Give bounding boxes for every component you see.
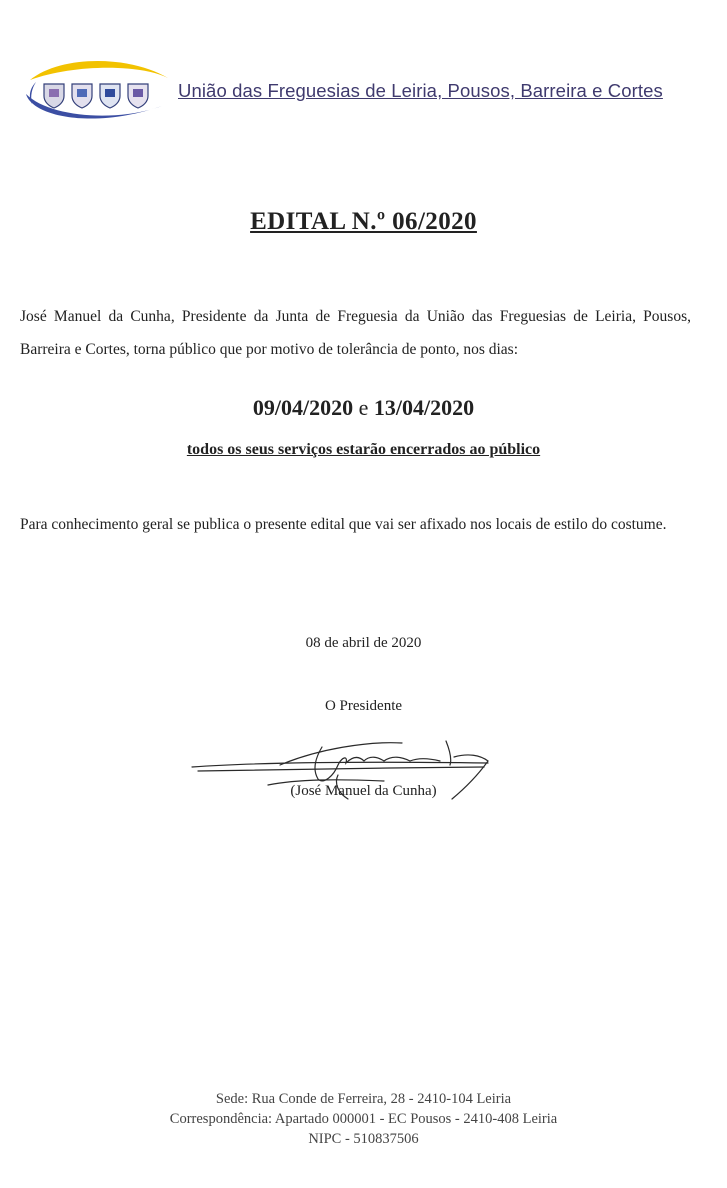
closure-date-connector: e [358,395,369,420]
closure-date-first: 09/04/2020 [252,395,354,420]
footer-address: Sede: Rua Conde de Ferreira, 28 - 2410-104 Leiria [215,1091,512,1107]
footer-nipc: NIPC - 510837506 [308,1131,419,1147]
document-date: 08 de abril de 2020 [305,635,422,651]
shield-icon-cortes [128,84,148,108]
shield-icon-pousos [72,84,92,108]
signer-role: O Presidente [324,698,403,714]
publication-paragraph: Para conhecimento geral se publica o presente edital que vai ser afixado nos locais de estilo do costume. [20,516,667,533]
closure-dates [0,395,727,421]
closure-date-second: 13/04/2020 [373,395,475,420]
shield-icon-barreira [100,84,120,108]
letterhead [22,58,702,128]
organization-name: União das Freguesias de Leiria, Pousos, Barreira e Cortes [178,80,663,101]
closed-notice: todos os seus serviços estarão encerrados ao público [186,441,541,458]
shield-icon-leiria [44,84,64,108]
edict-title: EDITAL N.º 06/2020 [250,208,477,235]
footer-correspondence: Correspondência: Apartado 000001 - EC Pousos - 2410-408 Leiria [169,1111,558,1127]
signer-name: (José Manuel da Cunha) [290,783,437,799]
parish-union-logo [22,58,172,128]
intro-paragraph: José Manuel da Cunha, Presidente da Junta de Freguesia da União das Freguesias de Leiria, Pousos, Barreira e Cortes, torna público que por motivo de tolerância de ponto, nos dias: [20,308,691,358]
footer-contact [0,1089,727,1149]
